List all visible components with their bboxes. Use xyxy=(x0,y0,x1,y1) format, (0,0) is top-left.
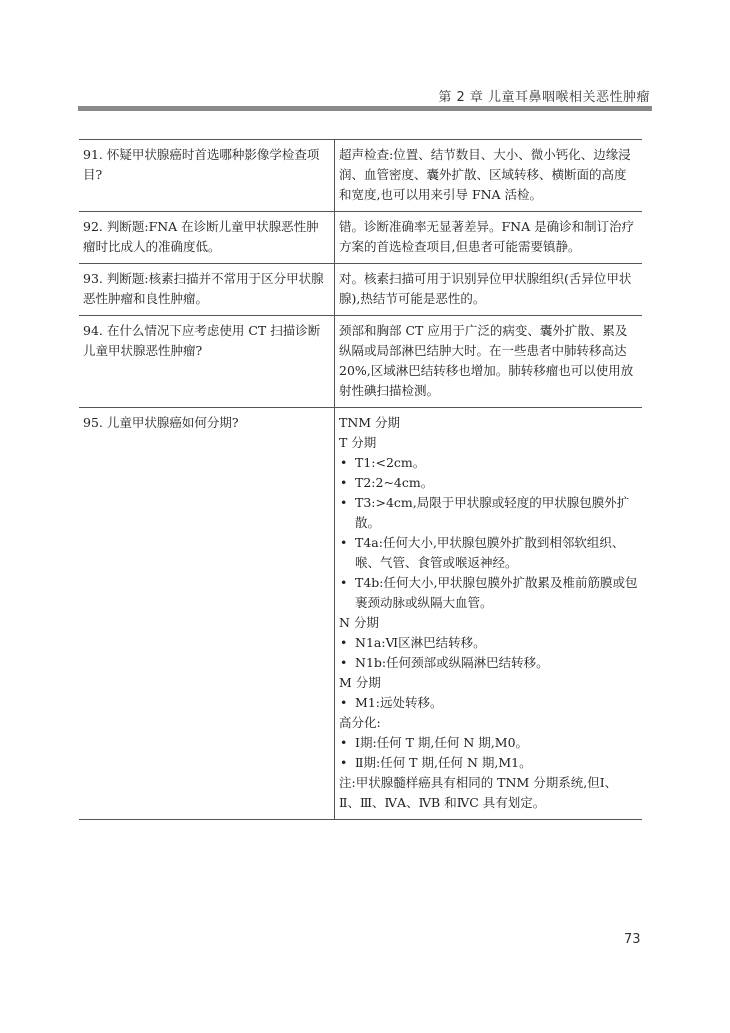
qa-table xyxy=(79,139,642,820)
question-cell: 91. 怀疑甲状腺癌时首选哪种影像学检查项目? xyxy=(79,140,335,212)
list-item: • N1a:Ⅵ区淋巴结转移。 xyxy=(339,633,638,653)
m-stage-list xyxy=(339,693,638,713)
n-stage-heading: N 分期 xyxy=(339,615,379,630)
staging-answer-cell xyxy=(335,408,643,820)
list-item: • T4a:任何大小,甲状腺包膜外扩散到相邻软组织、喉、气管、食管或喉返神经。 xyxy=(339,533,638,573)
table-row xyxy=(79,316,642,408)
question-cell: 94. 在什么情况下应考虑使用 CT 扫描诊断儿童甲状腺恶性肿瘤? xyxy=(79,316,335,408)
differentiated-list xyxy=(339,733,638,773)
list-item: • N1b:任何颈部或纵隔淋巴结转移。 xyxy=(339,653,638,673)
list-item: • Ⅰ期:任何 T 期,任何 N 期,M0。 xyxy=(339,733,638,753)
list-item: • Ⅱ期:任何 T 期,任何 N 期,M1。 xyxy=(339,753,638,773)
list-item: • T3:>4cm,局限于甲状腺或轻度的甲状腺包膜外扩散。 xyxy=(339,493,638,533)
table-row xyxy=(79,212,642,264)
list-item: • T4b:任何大小,甲状腺包膜外扩散累及椎前筋膜或包裹颈动脉或纵隔大血管。 xyxy=(339,573,638,613)
t-stage-heading: T 分期 xyxy=(339,435,377,450)
question-cell: 92. 判断题:FNA 在诊断儿童甲状腺恶性肿瘤时比成人的准确度低。 xyxy=(79,212,335,264)
list-item: • T2:2~4cm。 xyxy=(339,473,638,493)
t-stage-list xyxy=(339,453,638,613)
table-row xyxy=(79,264,642,316)
table-row xyxy=(79,140,642,212)
page-number: 73 xyxy=(624,932,641,947)
tnm-heading: TNM 分期 xyxy=(339,415,401,430)
list-item: • T1:<2cm。 xyxy=(339,453,638,473)
list-item: • M1:远处转移。 xyxy=(339,693,638,713)
question-cell: 93. 判断题:核素扫描并不常用于区分甲状腺恶性肿瘤和良性肿瘤。 xyxy=(79,264,335,316)
staging-note: 注:甲状腺髓样癌具有相同的 TNM 分期系统,但Ⅰ、Ⅱ、Ⅲ、ⅣA、ⅣB 和ⅣC 具有划定。 xyxy=(339,775,618,810)
m-stage-heading: M 分期 xyxy=(339,675,381,690)
header-rule xyxy=(78,106,652,111)
answer-cell: 错。诊断准确率无显著差异。FNA 是确诊和制订治疗方案的首选检查项目,但患者可能需要镇静。 xyxy=(339,219,635,254)
n-stage-list xyxy=(339,633,638,673)
table-row xyxy=(79,408,642,820)
chapter-header: 第 2 章 儿童耳鼻咽喉相关恶性肿瘤 xyxy=(438,90,650,105)
answer-cell: 对。核素扫描可用于识别异位甲状腺组织(舌异位甲状腺),热结节可能是恶性的。 xyxy=(339,271,632,306)
question-cell: 95. 儿童甲状腺癌如何分期? xyxy=(79,408,335,820)
answer-cell: 超声检查:位置、结节数目、大小、微小钙化、边缘浸润、血管密度、囊外扩散、区域转移、横断面的高度和宽度,也可以用来引导 FNA 活检。 xyxy=(339,147,631,202)
answer-cell: 颈部和胸部 CT 应用于广泛的病变、囊外扩散、累及纵隔或局部淋巴结肿大时。在一些患者中肺转移高达 20%,区域淋巴结转移也增加。肺转移瘤也可以使用放射性碘扫描检测。 xyxy=(339,323,634,398)
differentiated-heading: 高分化: xyxy=(339,715,381,730)
